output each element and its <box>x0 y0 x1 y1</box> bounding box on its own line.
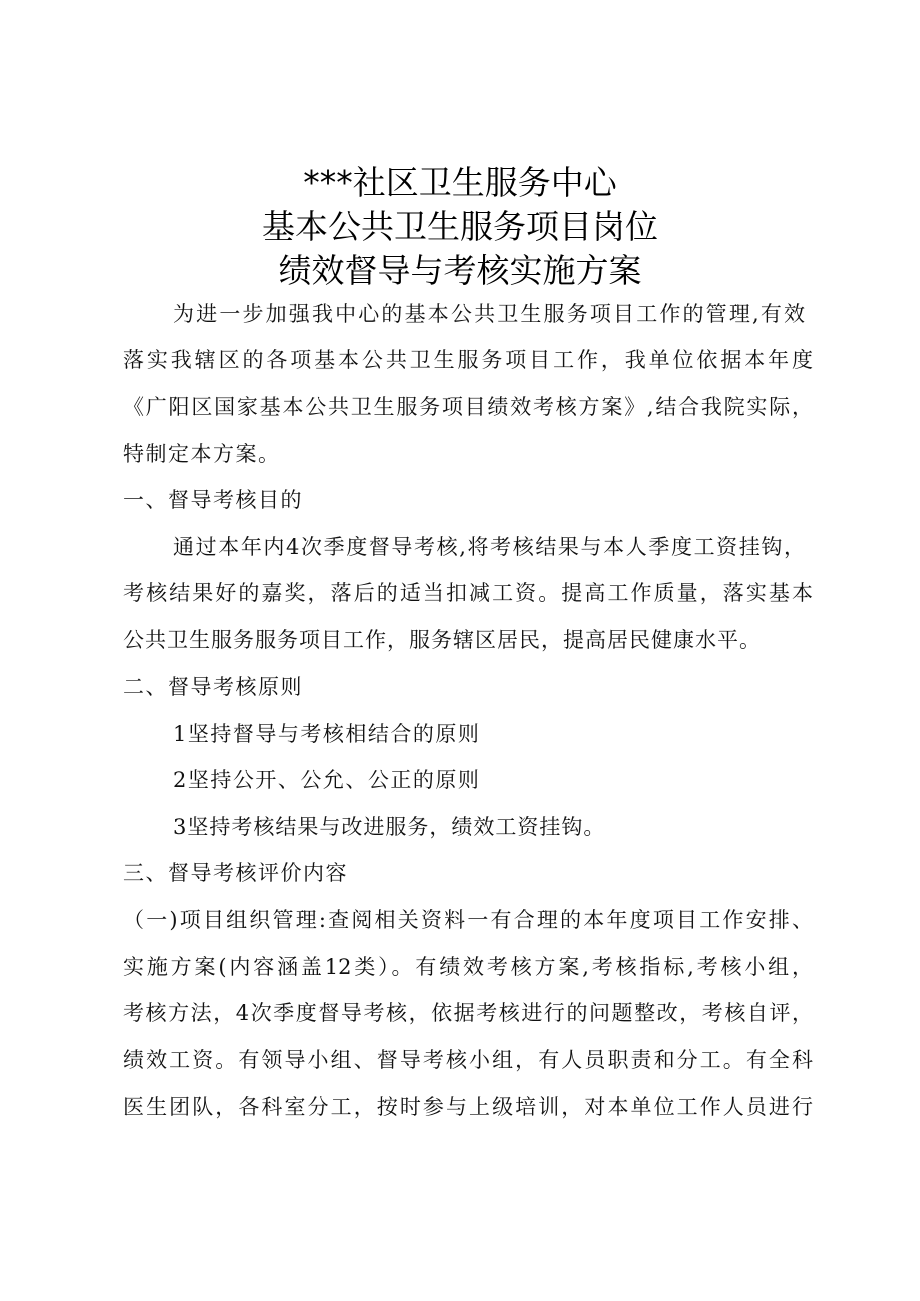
intro-paragraph-line-2: 落实我辖区的各项基本公共卫生服务项目工作，我单位依据本年度 <box>123 348 813 372</box>
document-title-line-3: 绩效督导与考核实施方案 <box>278 251 642 290</box>
section-2-item-2: 2坚持公开、公允、公正的原则 <box>173 768 481 792</box>
section-3-line-4: 绩效工资。有领导小组、督导考核小组，有人员职责和分工。有全科 <box>123 1048 813 1072</box>
section-2-item-1: 1坚持督导与考核相结合的原则 <box>173 722 481 746</box>
section-2-item-3: 3坚持考核结果与改进服务，绩效工资挂钩。 <box>173 815 606 839</box>
section-1-line-3: 公共卫生服务服务项目工作，服务辖区居民，提高居民健康水平。 <box>123 628 761 652</box>
document-title-line-2: 基本公共卫生服务项目岗位 <box>262 207 658 246</box>
section-1-heading: 一、督导考核目的 <box>123 488 303 512</box>
intro-paragraph-line-4: 特制定本方案。 <box>123 442 281 466</box>
document-title-line-1: ***社区卫生服务中心 <box>303 163 617 202</box>
section-3-line-2: 实施方案(内容涵盖12类）。有绩效考核方案,考核指标,考核小组， <box>123 955 813 979</box>
section-1-line-2: 考核结果好的嘉奖，落后的适当扣减工资。提高工作质量，落实基本 <box>123 581 813 605</box>
intro-paragraph-line-3: 《广阳区国家基本公共卫生服务项目绩效考核方案》,结合我院实际， <box>123 395 813 419</box>
section-3-line-5: 医生团队，各科室分工，按时参与上级培训，对本单位工作人员进行 <box>123 1095 813 1119</box>
section-3-line-1: （一)项目组织管理:查阅相关资料一有合理的本年度项目工作安排、 <box>123 908 813 932</box>
section-1-line-1: 通过本年内4次季度督导考核,将考核结果与本人季度工资挂钩， <box>173 535 805 559</box>
section-3-heading: 三、督导考核评价内容 <box>123 861 348 885</box>
section-2-heading: 二、督导考核原则 <box>123 675 303 699</box>
section-3-line-3: 考核方法，4次季度督导考核，依据考核进行的问题整改，考核自评， <box>123 1001 813 1025</box>
intro-paragraph-line-1: 为进一步加强我中心的基本公共卫生服务项目工作的管理,有效 <box>173 302 805 326</box>
